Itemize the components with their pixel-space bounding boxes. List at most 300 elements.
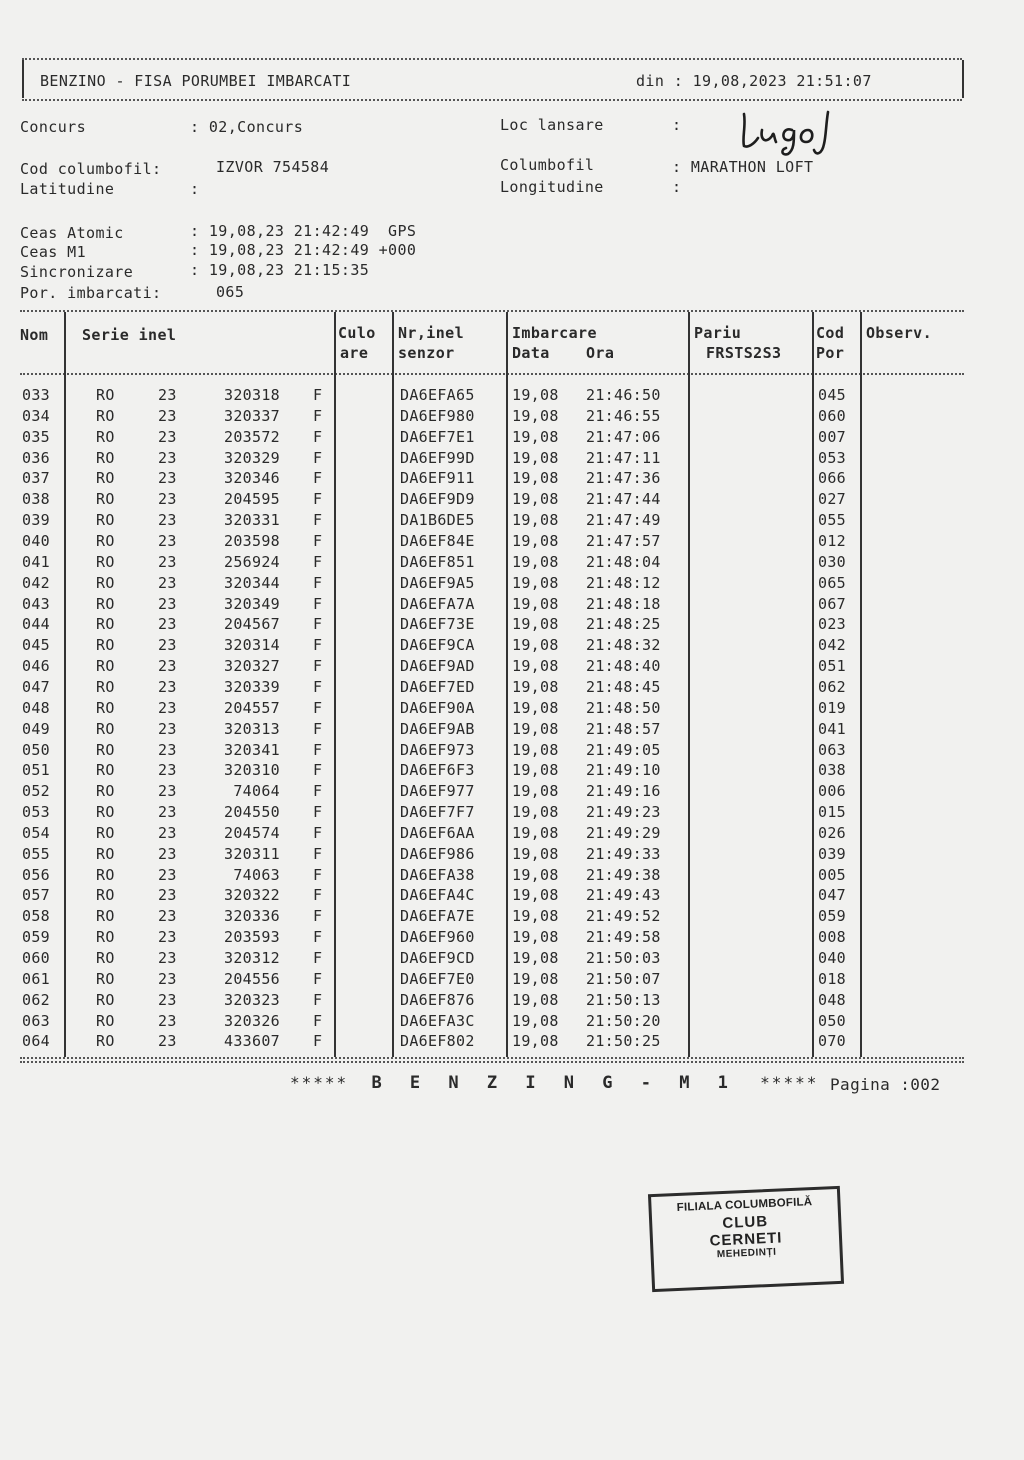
cell-cod: 051 xyxy=(818,657,846,675)
cell-data: 19,08 xyxy=(512,803,559,821)
cell-nom: 035 xyxy=(22,427,50,446)
cell-an: 23 xyxy=(158,677,177,696)
cell-cod: 047 xyxy=(818,886,846,905)
cell-nr: 320310 xyxy=(224,761,280,780)
cell-data: 19,08 xyxy=(512,386,559,404)
table-row xyxy=(0,990,1024,1011)
report-title: BENZINO - FISA PORUMBEI IMBARCATI xyxy=(40,72,352,90)
footer-title: B E N Z I N G - M 1 xyxy=(371,1073,737,1093)
cell-nr: 204550 xyxy=(224,803,280,821)
table-header-rule xyxy=(20,373,964,375)
cell-data: 19,08 xyxy=(512,511,559,530)
footer-rule xyxy=(20,1061,964,1063)
cell-an: 23 xyxy=(158,823,177,842)
cell-nom: 064 xyxy=(22,1032,50,1051)
cell-chip: DA6EF9AB xyxy=(400,719,475,738)
cell-data: 19,08 xyxy=(512,740,559,759)
cell-nom: 050 xyxy=(22,740,50,759)
cell-nr: 320318 xyxy=(224,386,280,404)
cell-nr: 433607 xyxy=(224,1032,280,1051)
table-row xyxy=(0,489,1024,510)
cell-ora: 21:49:23 xyxy=(586,803,661,821)
cell-chip: DA6EFA7A xyxy=(400,594,475,613)
cell-nom: 039 xyxy=(22,511,50,530)
cell-an: 23 xyxy=(158,698,177,717)
cell-an: 23 xyxy=(158,594,177,613)
table-row xyxy=(0,510,1024,531)
cell-sex: F xyxy=(313,657,323,675)
cell-sex: F xyxy=(313,844,323,863)
cell-cod: 030 xyxy=(818,552,846,571)
por-imbarcati-label: Por. imbarcati: xyxy=(20,284,162,302)
cell-chip: DA6EF9D9 xyxy=(400,490,475,509)
cell-data: 19,08 xyxy=(512,636,559,655)
cell-tara: RO xyxy=(96,990,115,1009)
por-imbarcati-value: 065 xyxy=(216,283,245,301)
table-row xyxy=(0,885,1024,906)
cell-ora: 21:48:18 xyxy=(586,594,661,613)
cell-ora: 21:49:58 xyxy=(586,928,661,947)
cell-tara: RO xyxy=(96,677,115,696)
cell-chip: DA6EF977 xyxy=(400,782,475,801)
cell-tara: RO xyxy=(96,719,115,738)
loc-lansare-label: Loc lansare xyxy=(500,116,604,134)
cell-cod: 065 xyxy=(818,573,846,592)
cell-data: 19,08 xyxy=(512,406,559,425)
cell-data: 19,08 xyxy=(512,719,559,738)
table-row xyxy=(0,927,1024,948)
cell-sex: F xyxy=(313,698,323,717)
cell-data: 19,08 xyxy=(512,615,559,634)
handwritten-location-signature xyxy=(736,108,846,162)
cell-chip: DA6EF876 xyxy=(400,990,475,1009)
cell-tara: RO xyxy=(96,532,115,550)
cell-cod: 026 xyxy=(818,823,846,842)
cell-cod: 015 xyxy=(818,803,846,821)
cell-sex: F xyxy=(313,427,323,446)
cell-nr: 74064 xyxy=(233,782,280,801)
cell-an: 23 xyxy=(158,552,177,571)
cell-sex: F xyxy=(313,865,323,884)
cell-ora: 21:48:04 xyxy=(586,552,661,571)
cell-sex: F xyxy=(313,761,323,780)
cell-sex: F xyxy=(313,1032,323,1051)
cell-nr: 320337 xyxy=(224,406,280,425)
cell-an: 23 xyxy=(158,886,177,905)
cell-nom: 051 xyxy=(22,761,50,780)
report-datetime: din : 19,08,2023 21:51:07 xyxy=(636,72,872,90)
cell-ora: 21:46:55 xyxy=(586,406,661,425)
cell-nr: 204567 xyxy=(224,615,280,634)
cell-nom: 034 xyxy=(22,406,50,425)
cell-nom: 054 xyxy=(22,823,50,842)
table-row xyxy=(0,1031,1024,1052)
cell-data: 19,08 xyxy=(512,448,559,467)
stamp-line-3: CERNETI xyxy=(709,1229,783,1250)
cell-an: 23 xyxy=(158,761,177,780)
cell-tara: RO xyxy=(96,490,115,509)
cell-an: 23 xyxy=(158,657,177,675)
cell-nom: 057 xyxy=(22,886,50,905)
cell-data: 19,08 xyxy=(512,844,559,863)
cell-ora: 21:48:32 xyxy=(586,636,661,655)
cell-cod: 060 xyxy=(818,406,846,425)
cell-data: 19,08 xyxy=(512,928,559,947)
cell-tara: RO xyxy=(96,1032,115,1051)
cell-ora: 21:50:03 xyxy=(586,949,661,967)
cell-chip: DA6EF90A xyxy=(400,698,475,717)
cell-nr: 320344 xyxy=(224,573,280,592)
club-stamp xyxy=(648,1186,844,1292)
cell-sex: F xyxy=(313,573,323,592)
header-culoare-2: are xyxy=(340,344,369,362)
cell-chip: DA6EFA3C xyxy=(400,1011,475,1030)
cell-nr: 204557 xyxy=(224,698,280,717)
cell-ora: 21:49:38 xyxy=(586,865,661,884)
header-data: Data xyxy=(512,344,550,362)
cell-ora: 21:50:13 xyxy=(586,990,661,1009)
cell-chip: DA6EF9CD xyxy=(400,949,475,967)
cell-data: 19,08 xyxy=(512,1011,559,1030)
cell-ora: 21:48:50 xyxy=(586,698,661,717)
table-row xyxy=(0,698,1024,719)
sincronizare-value: : 19,08,23 21:15:35 xyxy=(190,261,370,279)
cell-chip: DA6EF911 xyxy=(400,469,475,488)
cell-ora: 21:47:49 xyxy=(586,511,661,530)
cell-ora: 21:47:11 xyxy=(586,448,661,467)
longitudine-label: Longitudine xyxy=(500,178,604,196)
cell-ora: 21:49:05 xyxy=(586,740,661,759)
cell-nom: 061 xyxy=(22,969,50,988)
cell-nom: 033 xyxy=(22,386,50,404)
table-row xyxy=(0,635,1024,656)
cell-sex: F xyxy=(313,615,323,634)
stamp-line-2: CLUB xyxy=(722,1213,769,1233)
header-pariu-1: Pariu xyxy=(694,324,742,342)
cell-tara: RO xyxy=(96,636,115,655)
table-row xyxy=(0,427,1024,448)
cell-nr: 204574 xyxy=(224,823,280,842)
columbofil-label: Columbofil xyxy=(500,156,595,174)
cell-tara: RO xyxy=(96,782,115,801)
table-row xyxy=(0,385,1024,406)
cell-data: 19,08 xyxy=(512,886,559,905)
cell-chip: DA6EF973 xyxy=(400,740,475,759)
cell-cod: 008 xyxy=(818,928,846,947)
cell-cod: 067 xyxy=(818,594,846,613)
cell-ora: 21:49:43 xyxy=(586,886,661,905)
cell-cod: 059 xyxy=(818,907,846,926)
cell-nom: 056 xyxy=(22,865,50,884)
cell-sex: F xyxy=(313,511,323,530)
cell-sex: F xyxy=(313,969,323,988)
cell-ora: 21:47:06 xyxy=(586,427,661,446)
cell-nr: 203572 xyxy=(224,427,280,446)
cell-nom: 053 xyxy=(22,803,50,821)
table-row xyxy=(0,906,1024,927)
cell-cod: 055 xyxy=(818,511,846,530)
table-top-rule xyxy=(20,310,964,312)
cell-cod: 005 xyxy=(818,865,846,884)
table-row xyxy=(0,677,1024,698)
cell-nr: 320331 xyxy=(224,511,280,530)
cell-sex: F xyxy=(313,636,323,655)
header-culoare-1: Culo xyxy=(338,324,376,342)
cell-cod: 053 xyxy=(818,448,846,467)
table-row xyxy=(0,865,1024,886)
cell-nr: 320323 xyxy=(224,990,280,1009)
cell-nom: 049 xyxy=(22,719,50,738)
cell-nr: 203598 xyxy=(224,532,280,550)
cell-ora: 21:48:25 xyxy=(586,615,661,634)
cell-data: 19,08 xyxy=(512,427,559,446)
cell-sex: F xyxy=(313,448,323,467)
cell-cod: 019 xyxy=(818,698,846,717)
cell-nr: 256924 xyxy=(224,552,280,571)
cell-nr: 320322 xyxy=(224,886,280,905)
table-row xyxy=(0,573,1024,594)
cell-nom: 036 xyxy=(22,448,50,467)
cell-tara: RO xyxy=(96,907,115,926)
table-row xyxy=(0,802,1024,823)
table-row xyxy=(0,740,1024,761)
cell-tara: RO xyxy=(96,406,115,425)
cell-tara: RO xyxy=(96,552,115,571)
cell-nr: 320327 xyxy=(224,657,280,675)
cell-chip: DA6EF9A5 xyxy=(400,573,475,592)
cell-sex: F xyxy=(313,532,323,550)
cell-nr: 320311 xyxy=(224,844,280,863)
cell-tara: RO xyxy=(96,865,115,884)
cell-nom: 040 xyxy=(22,532,50,550)
cell-an: 23 xyxy=(158,406,177,425)
cell-cod: 007 xyxy=(818,427,846,446)
cell-tara: RO xyxy=(96,844,115,863)
table-row xyxy=(0,614,1024,635)
cell-an: 23 xyxy=(158,928,177,947)
cell-ora: 21:49:52 xyxy=(586,907,661,926)
header-bottom-rule xyxy=(22,99,962,101)
stamp-line-1: FILIALA COLUMBOFILĂ xyxy=(676,1196,813,1214)
header-serie-inel: Serie inel xyxy=(82,326,177,344)
table-bottom-rule xyxy=(20,1057,964,1059)
cell-chip: DA6EF6F3 xyxy=(400,761,475,780)
cell-an: 23 xyxy=(158,573,177,592)
cell-cod: 062 xyxy=(818,677,846,696)
cell-sex: F xyxy=(313,386,323,404)
cell-data: 19,08 xyxy=(512,594,559,613)
header-ora: Ora xyxy=(586,344,615,362)
cell-data: 19,08 xyxy=(512,907,559,926)
cell-data: 19,08 xyxy=(512,552,559,571)
header-right-border xyxy=(962,60,964,98)
cell-tara: RO xyxy=(96,740,115,759)
ceas-atomic-label: Ceas Atomic xyxy=(20,224,124,242)
cell-cod: 012 xyxy=(818,532,846,550)
table-row xyxy=(0,656,1024,677)
cell-cod: 066 xyxy=(818,469,846,488)
cell-chip: DA6EF6AA xyxy=(400,823,475,842)
cell-nom: 041 xyxy=(22,552,50,571)
cell-an: 23 xyxy=(158,615,177,634)
cell-data: 19,08 xyxy=(512,782,559,801)
cell-an: 23 xyxy=(158,969,177,988)
table-row xyxy=(0,844,1024,865)
header-nom: Nom xyxy=(20,326,49,344)
concurs-label: Concurs xyxy=(20,118,87,136)
cell-nr: 74063 xyxy=(233,865,280,884)
cell-an: 23 xyxy=(158,865,177,884)
cell-nom: 046 xyxy=(22,657,50,675)
cell-ora: 21:48:40 xyxy=(586,657,661,675)
cell-sex: F xyxy=(313,677,323,696)
cell-an: 23 xyxy=(158,532,177,550)
cell-ora: 21:49:33 xyxy=(586,844,661,863)
cell-an: 23 xyxy=(158,448,177,467)
cell-tara: RO xyxy=(96,969,115,988)
header-imbarcare: Imbarcare xyxy=(512,324,597,342)
cell-nr: 203593 xyxy=(224,928,280,947)
table-row xyxy=(0,552,1024,573)
cell-nr: 320336 xyxy=(224,907,280,926)
ceas-atomic-value: : 19,08,23 21:42:49 GPS xyxy=(190,222,417,240)
page-number: Pagina :002 xyxy=(830,1075,941,1094)
cell-ora: 21:47:44 xyxy=(586,490,661,509)
cell-tara: RO xyxy=(96,386,115,404)
cod-columbofil-label: Cod columbofil: xyxy=(20,160,162,178)
cell-chip: DA6EF851 xyxy=(400,552,475,571)
table-row xyxy=(0,1011,1024,1032)
columbofil-value: : MARATHON LOFT xyxy=(672,158,814,176)
cell-nom: 062 xyxy=(22,990,50,1009)
cell-data: 19,08 xyxy=(512,969,559,988)
cell-cod: 006 xyxy=(818,782,846,801)
footer-program-name xyxy=(290,1074,818,1092)
cell-ora: 21:50:07 xyxy=(586,969,661,988)
cell-data: 19,08 xyxy=(512,1032,559,1051)
table-row xyxy=(0,448,1024,469)
cell-nom: 059 xyxy=(22,928,50,947)
cell-sex: F xyxy=(313,1011,323,1030)
cell-an: 23 xyxy=(158,844,177,863)
cell-ora: 21:48:57 xyxy=(586,719,661,738)
cell-tara: RO xyxy=(96,1011,115,1030)
cell-data: 19,08 xyxy=(512,469,559,488)
header-top-rule xyxy=(22,58,962,60)
cell-ora: 21:50:25 xyxy=(586,1032,661,1051)
cell-tara: RO xyxy=(96,427,115,446)
cell-data: 19,08 xyxy=(512,865,559,884)
cell-ora: 21:47:36 xyxy=(586,469,661,488)
cell-cod: 045 xyxy=(818,386,846,404)
cell-nom: 038 xyxy=(22,490,50,509)
header-nr-inel-2: senzor xyxy=(398,344,455,362)
table-row xyxy=(0,969,1024,990)
cell-cod: 042 xyxy=(818,636,846,655)
table-row xyxy=(0,823,1024,844)
cell-tara: RO xyxy=(96,928,115,947)
table-row xyxy=(0,719,1024,740)
table-row xyxy=(0,760,1024,781)
cell-data: 19,08 xyxy=(512,949,559,967)
table-row xyxy=(0,468,1024,489)
header-cod-1: Cod xyxy=(816,324,845,342)
cell-tara: RO xyxy=(96,761,115,780)
ceas-m1-value: : 19,08,23 21:42:49 +000 xyxy=(190,241,417,259)
cell-chip: DA6EFA7E xyxy=(400,907,475,926)
cell-data: 19,08 xyxy=(512,823,559,842)
cell-tara: RO xyxy=(96,803,115,821)
cell-nom: 037 xyxy=(22,469,50,488)
cell-an: 23 xyxy=(158,949,177,967)
cell-data: 19,08 xyxy=(512,657,559,675)
cell-sex: F xyxy=(313,490,323,509)
longitudine-value: : xyxy=(672,178,682,196)
cell-chip: DA6EFA4C xyxy=(400,886,475,905)
cell-cod: 039 xyxy=(818,844,846,863)
cell-ora: 21:49:16 xyxy=(586,782,661,801)
cell-an: 23 xyxy=(158,907,177,926)
cell-nr: 320314 xyxy=(224,636,280,655)
cell-chip: DA6EF986 xyxy=(400,844,475,863)
cell-an: 23 xyxy=(158,511,177,530)
cell-tara: RO xyxy=(96,573,115,592)
table-row xyxy=(0,594,1024,615)
cell-nom: 043 xyxy=(22,594,50,613)
cell-chip: DA6EF7ED xyxy=(400,677,475,696)
cell-sex: F xyxy=(313,928,323,947)
table-row xyxy=(0,948,1024,969)
cell-an: 23 xyxy=(158,782,177,801)
cell-nr: 204595 xyxy=(224,490,280,509)
cell-chip: DA6EF802 xyxy=(400,1032,475,1051)
cell-chip: DA1B6DE5 xyxy=(400,511,475,530)
cell-nr: 320339 xyxy=(224,677,280,696)
cell-sex: F xyxy=(313,907,323,926)
header-pariu-2: FRSTS2S3 xyxy=(706,344,782,362)
header-left-border xyxy=(22,60,24,98)
cell-nom: 058 xyxy=(22,907,50,926)
cell-sex: F xyxy=(313,406,323,425)
cell-cod: 018 xyxy=(818,969,846,988)
cell-an: 23 xyxy=(158,490,177,509)
cell-chip: DA6EF7F7 xyxy=(400,803,475,821)
header-observatii: Observ. xyxy=(866,324,933,342)
cell-sex: F xyxy=(313,886,323,905)
cell-tara: RO xyxy=(96,823,115,842)
cell-sex: F xyxy=(313,740,323,759)
cell-ora: 21:49:29 xyxy=(586,823,661,842)
cell-nom: 063 xyxy=(22,1011,50,1030)
cell-nom: 048 xyxy=(22,698,50,717)
table-row xyxy=(0,406,1024,427)
cell-chip: DA6EF99D xyxy=(400,448,475,467)
ceas-m1-label: Ceas M1 xyxy=(20,243,87,261)
cell-sex: F xyxy=(313,782,323,801)
cell-an: 23 xyxy=(158,427,177,446)
cell-data: 19,08 xyxy=(512,490,559,509)
cell-ora: 21:50:20 xyxy=(586,1011,661,1030)
cell-an: 23 xyxy=(158,719,177,738)
cell-tara: RO xyxy=(96,657,115,675)
cell-sex: F xyxy=(313,552,323,571)
header-cod-2: Por xyxy=(816,344,845,362)
cell-nr: 320326 xyxy=(224,1011,280,1030)
cell-chip: DA6EFA65 xyxy=(400,386,475,404)
cell-tara: RO xyxy=(96,469,115,488)
table-row xyxy=(0,781,1024,802)
cell-data: 19,08 xyxy=(512,573,559,592)
